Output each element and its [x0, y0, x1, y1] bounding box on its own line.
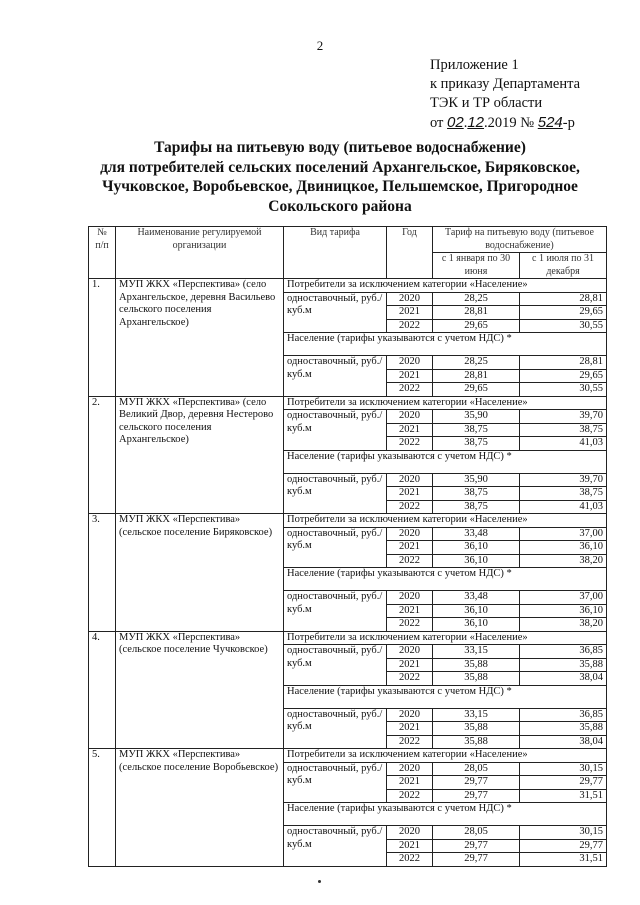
- tariff-period2: 36,10: [520, 541, 607, 555]
- appendix-line3: ТЭК и ТР области: [430, 95, 543, 111]
- year-cell: 2021: [387, 369, 433, 383]
- tariff-period1: 38,75: [433, 500, 520, 514]
- category-population: Население (тарифы указываются с учетом НДС) *: [284, 803, 607, 826]
- table-row: [89, 396, 607, 410]
- header-org: Наименование регулируемой организации: [116, 227, 284, 279]
- scan-dot: [318, 880, 321, 883]
- appendix-line2: к приказу Департамента: [430, 76, 581, 92]
- year-cell: 2022: [387, 618, 433, 632]
- year-cell: 2020: [387, 292, 433, 306]
- tariff-period2: 30,55: [520, 383, 607, 397]
- year-cell: 2022: [387, 672, 433, 686]
- year-cell: 2022: [387, 789, 433, 803]
- year-cell: 2021: [387, 423, 433, 437]
- document-title: [60, 138, 620, 216]
- tariff-period2: 30,15: [520, 762, 607, 776]
- tariff-period1: 35,88: [433, 722, 520, 736]
- tariff-period1: 29,77: [433, 839, 520, 853]
- year-cell: 2020: [387, 356, 433, 370]
- year-cell: 2022: [387, 853, 433, 867]
- tariff-period1: 28,81: [433, 369, 520, 383]
- tariff-period1: 38,75: [433, 423, 520, 437]
- tariff-period1: 29,65: [433, 319, 520, 333]
- tariff-period1: 36,10: [433, 554, 520, 568]
- tariff-period1: 35,88: [433, 658, 520, 672]
- year-cell: 2020: [387, 762, 433, 776]
- tariff-period1: 35,90: [433, 473, 520, 487]
- year-cell: 2021: [387, 541, 433, 555]
- tariff-period2: 35,88: [520, 722, 607, 736]
- year-cell: 2020: [387, 591, 433, 605]
- year-cell: 2020: [387, 708, 433, 722]
- year-cell: 2021: [387, 604, 433, 618]
- tariff-type: одноставочный, руб./куб.м: [284, 473, 387, 514]
- appendix-date-line: от 02.12.2019 № 524-р: [430, 114, 575, 131]
- table-row: [89, 279, 607, 293]
- category-population: Население (тарифы указываются с учетом НДС) *: [284, 685, 607, 708]
- organization-name: МУП ЖКХ «Перспектива» (сельское поселение Чучковское): [116, 631, 284, 749]
- tariff-period2: 41,03: [520, 500, 607, 514]
- organization-name: МУП ЖКХ «Перспектива» (село Великий Двор, деревня Нестерово сельского поселения Архангельское): [116, 396, 284, 514]
- tariff-period2: 28,81: [520, 292, 607, 306]
- year-cell: 2020: [387, 473, 433, 487]
- tariff-period2: 39,70: [520, 410, 607, 424]
- row-number: 4.: [89, 631, 116, 749]
- tariff-period1: 29,77: [433, 789, 520, 803]
- table-row: [89, 749, 607, 763]
- tariff-type: одноставочный, руб./куб.м: [284, 762, 387, 803]
- year-cell: 2021: [387, 722, 433, 736]
- category-other: Потребители за исключением категории «Население»: [284, 631, 607, 645]
- year-cell: 2021: [387, 839, 433, 853]
- tariff-type: одноставочный, руб./куб.м: [284, 410, 387, 451]
- date-day: 02: [447, 114, 464, 131]
- tariff-period1: 35,90: [433, 410, 520, 424]
- tariff-period1: 36,10: [433, 604, 520, 618]
- header-tariff: Тариф на питьевую воду (питьевое водоснабжение): [433, 227, 607, 253]
- year-cell: 2022: [387, 500, 433, 514]
- tariff-period1: 35,88: [433, 735, 520, 749]
- tariff-period1: 28,05: [433, 762, 520, 776]
- table-row: [89, 631, 607, 645]
- tariff-period1: 28,25: [433, 292, 520, 306]
- tariff-type: одноставочный, руб./куб.м: [284, 826, 387, 867]
- page-number: 2: [316, 38, 324, 53]
- category-population: Население (тарифы указываются с учетом НДС) *: [284, 333, 607, 356]
- tariff-period1: 33,15: [433, 645, 520, 659]
- date-year: .2019 №: [484, 115, 535, 131]
- tariff-period1: 33,48: [433, 527, 520, 541]
- year-cell: 2020: [387, 826, 433, 840]
- table-row: [89, 514, 607, 528]
- order-suffix: -р: [562, 115, 575, 131]
- category-other: Потребители за исключением категории «Население»: [284, 396, 607, 410]
- tariff-period2: 38,75: [520, 487, 607, 501]
- tariff-period2: 29,77: [520, 776, 607, 790]
- category-population: Население (тарифы указываются с учетом НДС) *: [284, 450, 607, 473]
- organization-name: МУП ЖКХ «Перспектива» (село Архангельское, деревня Васильево сельского поселения Архангельское): [116, 279, 284, 397]
- date-prefix: от: [430, 115, 444, 131]
- year-cell: 2021: [387, 306, 433, 320]
- year-cell: 2020: [387, 645, 433, 659]
- category-other: Потребители за исключением категории «Население»: [284, 279, 607, 293]
- year-cell: 2022: [387, 437, 433, 451]
- tariff-period1: 28,05: [433, 826, 520, 840]
- header-period1: с 1 января по 30 июня: [433, 253, 520, 279]
- row-number: 2.: [89, 396, 116, 514]
- year-cell: 2020: [387, 527, 433, 541]
- tariff-period2: 29,65: [520, 306, 607, 320]
- tariff-period1: 29,77: [433, 776, 520, 790]
- tariff-period2: 36,85: [520, 708, 607, 722]
- tariff-period2: 41,03: [520, 437, 607, 451]
- year-cell: 2022: [387, 319, 433, 333]
- order-number: 524: [537, 114, 563, 131]
- tariff-period1: 33,15: [433, 708, 520, 722]
- tariff-period1: 29,65: [433, 383, 520, 397]
- tariff-period2: 35,88: [520, 658, 607, 672]
- tariff-period2: 38,04: [520, 672, 607, 686]
- tariff-period2: 36,85: [520, 645, 607, 659]
- tariff-type: одноставочный, руб./куб.м: [284, 645, 387, 686]
- category-other: Потребители за исключением категории «Население»: [284, 514, 607, 528]
- appendix-block: [430, 56, 580, 133]
- tariff-period1: 38,75: [433, 487, 520, 501]
- tariff-period1: 29,77: [433, 853, 520, 867]
- header-period2: с 1 июля по 31 декабря: [520, 253, 607, 279]
- tariff-period1: 36,10: [433, 541, 520, 555]
- tariff-period1: 28,25: [433, 356, 520, 370]
- header-type: Вид тарифа: [284, 227, 387, 279]
- header-num: № п/п: [89, 227, 116, 279]
- title-line4: Сокольского района: [268, 197, 412, 215]
- tariff-period2: 39,70: [520, 473, 607, 487]
- tariff-type: одноставочный, руб./куб.м: [284, 591, 387, 632]
- tariff-period2: 37,00: [520, 591, 607, 605]
- tariff-table: [88, 226, 607, 867]
- tariff-period2: 36,10: [520, 604, 607, 618]
- date-month: 12: [467, 114, 485, 131]
- tariff-period1: 33,48: [433, 591, 520, 605]
- tariff-period2: 38,75: [520, 423, 607, 437]
- tariff-period2: 28,81: [520, 356, 607, 370]
- tariff-period1: 38,75: [433, 437, 520, 451]
- tariff-period2: 37,00: [520, 527, 607, 541]
- tariff-type: одноставочный, руб./куб.м: [284, 292, 387, 333]
- tariff-period1: 28,81: [433, 306, 520, 320]
- year-cell: 2021: [387, 658, 433, 672]
- row-number: 1.: [89, 279, 116, 397]
- year-cell: 2021: [387, 487, 433, 501]
- category-other: Потребители за исключением категории «Население»: [284, 749, 607, 763]
- year-cell: 2020: [387, 410, 433, 424]
- title-line2: для потребителей сельских поселений Архангельское, Биряковское,: [100, 158, 580, 176]
- year-cell: 2022: [387, 554, 433, 568]
- title-line1: Тарифы на питьевую воду (питьевое водоснабжение): [154, 139, 526, 156]
- tariff-type: одноставочный, руб./куб.м: [284, 527, 387, 568]
- tariff-period2: 29,65: [520, 369, 607, 383]
- appendix-line1: Приложение 1: [430, 57, 519, 73]
- tariff-period2: 38,20: [520, 618, 607, 632]
- tariff-period2: 31,51: [520, 789, 607, 803]
- tariff-period1: 36,10: [433, 618, 520, 632]
- tariff-type: одноставочный, руб./куб.м: [284, 356, 387, 397]
- tariff-period2: 31,51: [520, 853, 607, 867]
- year-cell: 2022: [387, 383, 433, 397]
- tariff-period2: 30,15: [520, 826, 607, 840]
- organization-name: МУП ЖКХ «Перспектива» (сельское поселение Воробьевское): [116, 749, 284, 867]
- tariff-period2: 29,77: [520, 839, 607, 853]
- table-body: [89, 279, 607, 867]
- year-cell: 2022: [387, 735, 433, 749]
- year-cell: 2021: [387, 776, 433, 790]
- header-year: Год: [387, 227, 433, 279]
- row-number: 5.: [89, 749, 116, 867]
- tariff-period1: 35,88: [433, 672, 520, 686]
- tariff-period2: 38,20: [520, 554, 607, 568]
- tariff-type: одноставочный, руб./куб.м: [284, 708, 387, 749]
- tariff-period2: 30,55: [520, 319, 607, 333]
- category-population: Население (тарифы указываются с учетом НДС) *: [284, 568, 607, 591]
- title-line3: Чучковское, Воробьевское, Двиницкое, Пельшемское, Пригородное: [102, 178, 578, 195]
- organization-name: МУП ЖКХ «Перспектива» (сельское поселение Биряковское): [116, 514, 284, 632]
- row-number: 3.: [89, 514, 116, 632]
- tariff-period2: 38,04: [520, 735, 607, 749]
